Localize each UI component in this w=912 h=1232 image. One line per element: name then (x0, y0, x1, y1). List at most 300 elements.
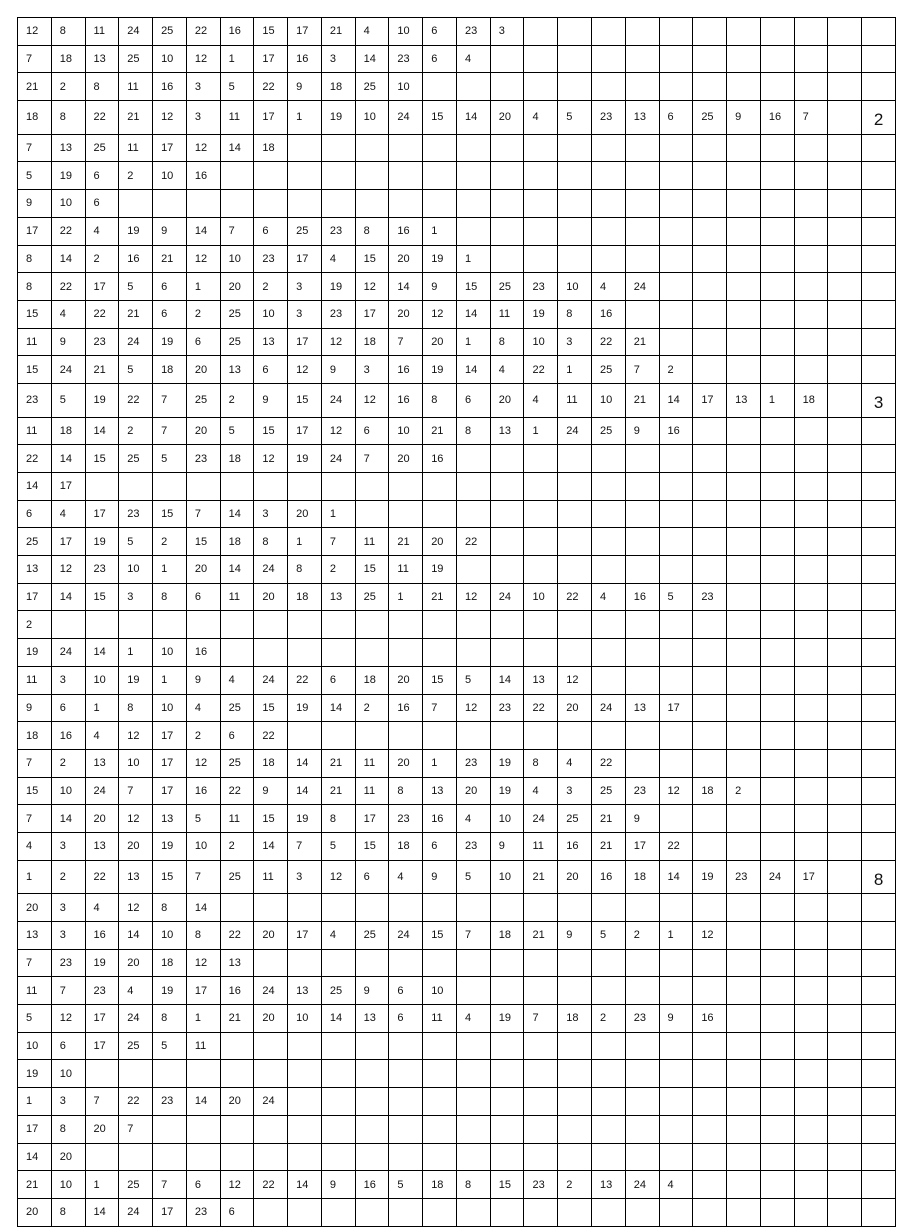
grid-cell: 24 (524, 805, 558, 833)
grid-cell (592, 528, 626, 556)
grid-cell (524, 245, 558, 273)
grid-cell: 13 (625, 101, 659, 135)
grid-cell: 15 (355, 556, 389, 584)
grid-cell (659, 45, 693, 73)
grid-cell (456, 977, 490, 1005)
grid-cell: 8 (423, 383, 457, 417)
grid-cell (423, 722, 457, 750)
grid-cell (558, 245, 592, 273)
grid-cell: 15 (85, 445, 119, 473)
grid-cell: 18 (288, 583, 322, 611)
grid-cell: 23 (625, 1005, 659, 1033)
grid-cell: 19 (693, 860, 727, 894)
grid-cell: 11 (355, 777, 389, 805)
grid-cell (558, 1088, 592, 1116)
grid-cell (423, 894, 457, 922)
row-mark-cell (862, 473, 896, 501)
grid-cell: 7 (153, 417, 187, 445)
grid-cell (558, 473, 592, 501)
grid-cell (456, 190, 490, 218)
grid-cell (760, 473, 794, 501)
grid-cell: 20 (119, 832, 153, 860)
grid-cell (794, 666, 828, 694)
grid-cell: 13 (220, 356, 254, 384)
grid-cell (760, 190, 794, 218)
grid-cell (186, 473, 220, 501)
grid-cell: 2 (119, 162, 153, 190)
grid-cell: 8 (119, 694, 153, 722)
grid-cell: 13 (727, 383, 761, 417)
grid-cell: 7 (85, 1088, 119, 1116)
grid-cell: 1 (423, 217, 457, 245)
grid-cell: 20 (186, 556, 220, 584)
grid-cell: 13 (85, 45, 119, 73)
grid-cell: 10 (524, 328, 558, 356)
grid-cell: 12 (558, 666, 592, 694)
grid-cell (423, 473, 457, 501)
grid-cell (760, 45, 794, 73)
grid-cell: 22 (524, 694, 558, 722)
table-row (18, 328, 896, 356)
grid-cell: 14 (18, 1143, 52, 1171)
grid-cell: 15 (18, 300, 52, 328)
grid-cell: 19 (490, 749, 524, 777)
grid-cell (423, 1032, 457, 1060)
grid-cell: 9 (254, 383, 288, 417)
grid-cell: 10 (288, 1005, 322, 1033)
table-row (18, 528, 896, 556)
grid-cell: 15 (153, 500, 187, 528)
grid-cell (355, 1115, 389, 1143)
grid-cell (558, 73, 592, 101)
grid-cell: 4 (119, 977, 153, 1005)
grid-cell (727, 273, 761, 301)
grid-cell (659, 300, 693, 328)
grid-cell: 18 (389, 832, 423, 860)
grid-cell (490, 528, 524, 556)
grid-cell (355, 611, 389, 639)
grid-cell: 16 (592, 860, 626, 894)
grid-cell: 20 (119, 949, 153, 977)
grid-cell: 25 (288, 217, 322, 245)
grid-cell: 16 (51, 722, 85, 750)
grid-cell: 10 (220, 245, 254, 273)
grid-cell (828, 500, 862, 528)
grid-cell (828, 101, 862, 135)
grid-cell: 22 (659, 832, 693, 860)
grid-cell: 12 (186, 45, 220, 73)
grid-cell: 25 (153, 18, 187, 46)
grid-cell: 21 (524, 860, 558, 894)
grid-cell: 9 (186, 666, 220, 694)
grid-cell (355, 1143, 389, 1171)
grid-cell: 10 (119, 749, 153, 777)
grid-cell (760, 832, 794, 860)
grid-cell (828, 245, 862, 273)
table-row (18, 300, 896, 328)
grid-cell: 13 (524, 666, 558, 694)
grid-cell: 11 (355, 749, 389, 777)
table-row (18, 832, 896, 860)
grid-cell: 1 (456, 328, 490, 356)
grid-cell (558, 45, 592, 73)
grid-cell: 2 (186, 722, 220, 750)
grid-cell: 13 (355, 1005, 389, 1033)
grid-cell (389, 1060, 423, 1088)
grid-cell (760, 949, 794, 977)
grid-cell: 17 (85, 500, 119, 528)
grid-cell (794, 190, 828, 218)
grid-cell (592, 722, 626, 750)
grid-cell (592, 894, 626, 922)
grid-cell: 24 (119, 328, 153, 356)
grid-cell (727, 611, 761, 639)
grid-cell (524, 134, 558, 162)
grid-cell: 23 (693, 583, 727, 611)
grid-cell: 5 (456, 860, 490, 894)
grid-cell (693, 666, 727, 694)
grid-cell: 5 (18, 162, 52, 190)
grid-cell: 20 (254, 583, 288, 611)
grid-cell: 6 (85, 190, 119, 218)
grid-cell: 2 (558, 1171, 592, 1199)
grid-cell (355, 190, 389, 218)
grid-cell: 18 (254, 749, 288, 777)
grid-cell: 16 (186, 777, 220, 805)
grid-cell (456, 73, 490, 101)
grid-cell: 6 (389, 977, 423, 1005)
grid-cell: 6 (355, 417, 389, 445)
grid-cell: 3 (355, 356, 389, 384)
grid-cell: 15 (254, 805, 288, 833)
grid-cell: 6 (220, 722, 254, 750)
grid-cell: 6 (85, 162, 119, 190)
grid-cell: 19 (18, 639, 52, 667)
grid-cell (625, 1060, 659, 1088)
grid-cell (794, 832, 828, 860)
grid-cell: 9 (288, 73, 322, 101)
grid-cell (659, 134, 693, 162)
grid-cell (456, 1032, 490, 1060)
grid-cell (423, 1198, 457, 1226)
grid-cell: 12 (119, 722, 153, 750)
grid-cell (389, 190, 423, 218)
grid-cell: 12 (355, 273, 389, 301)
grid-cell (727, 922, 761, 950)
grid-cell: 25 (119, 1171, 153, 1199)
row-mark-cell (862, 556, 896, 584)
grid-cell: 2 (727, 777, 761, 805)
grid-cell: 4 (456, 805, 490, 833)
grid-cell (456, 1115, 490, 1143)
grid-cell (625, 217, 659, 245)
grid-cell (558, 190, 592, 218)
grid-cell (321, 162, 355, 190)
grid-cell: 10 (389, 417, 423, 445)
table-row (18, 500, 896, 528)
grid-cell: 14 (220, 556, 254, 584)
table-row (18, 162, 896, 190)
grid-cell: 15 (186, 528, 220, 556)
grid-cell (254, 611, 288, 639)
grid-cell: 9 (490, 832, 524, 860)
grid-cell (389, 722, 423, 750)
grid-cell (153, 611, 187, 639)
grid-cell: 23 (321, 217, 355, 245)
grid-cell (693, 217, 727, 245)
grid-cell: 12 (220, 1171, 254, 1199)
grid-cell: 11 (558, 383, 592, 417)
grid-cell: 11 (355, 528, 389, 556)
grid-cell (625, 300, 659, 328)
grid-cell (423, 639, 457, 667)
grid-cell: 6 (355, 860, 389, 894)
grid-cell (558, 1060, 592, 1088)
row-mark-cell: 8 (862, 860, 896, 894)
row-mark-cell (862, 1115, 896, 1143)
grid-cell: 20 (186, 356, 220, 384)
grid-cell: 11 (490, 300, 524, 328)
grid-cell: 10 (51, 777, 85, 805)
grid-cell: 23 (85, 977, 119, 1005)
table-row (18, 922, 896, 950)
grid-cell: 19 (85, 528, 119, 556)
row-mark-cell (862, 1032, 896, 1060)
grid-cell (254, 1115, 288, 1143)
grid-cell: 15 (355, 832, 389, 860)
grid-cell: 20 (389, 245, 423, 273)
grid-cell (625, 611, 659, 639)
grid-cell: 24 (625, 1171, 659, 1199)
grid-cell (321, 639, 355, 667)
grid-cell (186, 1143, 220, 1171)
grid-cell (727, 894, 761, 922)
grid-cell: 7 (625, 356, 659, 384)
grid-cell: 10 (153, 45, 187, 73)
grid-cell (456, 500, 490, 528)
grid-cell (558, 722, 592, 750)
grid-cell: 3 (321, 45, 355, 73)
grid-cell (794, 45, 828, 73)
grid-cell (693, 528, 727, 556)
grid-cell (423, 949, 457, 977)
grid-cell (558, 1198, 592, 1226)
grid-cell: 1 (18, 1088, 52, 1116)
grid-cell (760, 245, 794, 273)
grid-cell (288, 473, 322, 501)
grid-cell (794, 217, 828, 245)
grid-cell: 18 (51, 417, 85, 445)
grid-cell: 2 (85, 245, 119, 273)
grid-cell (828, 134, 862, 162)
grid-cell: 18 (153, 356, 187, 384)
grid-cell: 1 (18, 860, 52, 894)
grid-cell: 9 (625, 417, 659, 445)
grid-cell (119, 473, 153, 501)
grid-cell (490, 445, 524, 473)
grid-cell: 14 (659, 383, 693, 417)
grid-cell: 4 (321, 245, 355, 273)
grid-cell (693, 639, 727, 667)
grid-cell (254, 473, 288, 501)
row-mark-cell (862, 328, 896, 356)
grid-cell (760, 894, 794, 922)
grid-cell (727, 190, 761, 218)
grid-cell: 13 (254, 328, 288, 356)
table-row (18, 722, 896, 750)
grid-cell: 5 (321, 832, 355, 860)
grid-cell: 19 (288, 694, 322, 722)
table-row (18, 860, 896, 894)
grid-cell: 10 (18, 1032, 52, 1060)
grid-cell (794, 445, 828, 473)
grid-cell (828, 611, 862, 639)
grid-cell: 19 (288, 805, 322, 833)
grid-cell: 20 (558, 694, 592, 722)
grid-cell: 5 (220, 73, 254, 101)
grid-cell (220, 894, 254, 922)
grid-cell (794, 777, 828, 805)
grid-cell: 2 (254, 273, 288, 301)
grid-cell (592, 1198, 626, 1226)
grid-cell: 23 (456, 832, 490, 860)
grid-cell (592, 445, 626, 473)
grid-cell (828, 528, 862, 556)
grid-cell (625, 749, 659, 777)
grid-cell: 21 (592, 805, 626, 833)
row-mark-cell (862, 1143, 896, 1171)
grid-cell (85, 1060, 119, 1088)
grid-cell (625, 666, 659, 694)
grid-cell (659, 328, 693, 356)
grid-cell: 8 (85, 73, 119, 101)
grid-cell (760, 556, 794, 584)
grid-cell: 24 (389, 922, 423, 950)
grid-cell: 11 (18, 977, 52, 1005)
grid-cell: 2 (186, 300, 220, 328)
grid-cell (794, 18, 828, 46)
grid-cell (153, 1115, 187, 1143)
grid-cell: 16 (220, 977, 254, 1005)
row-mark-cell (862, 583, 896, 611)
grid-cell (490, 1088, 524, 1116)
grid-cell: 6 (423, 45, 457, 73)
grid-cell: 7 (524, 1005, 558, 1033)
row-mark-cell (862, 777, 896, 805)
grid-cell: 16 (389, 383, 423, 417)
grid-cell (558, 1115, 592, 1143)
grid-cell: 13 (220, 949, 254, 977)
grid-cell: 13 (18, 922, 52, 950)
row-mark-cell (862, 922, 896, 950)
grid-cell: 25 (119, 1032, 153, 1060)
grid-cell (423, 190, 457, 218)
grid-cell: 4 (592, 273, 626, 301)
grid-cell: 22 (119, 1088, 153, 1116)
grid-cell: 12 (423, 300, 457, 328)
grid-cell (490, 245, 524, 273)
grid-cell: 5 (153, 1032, 187, 1060)
grid-cell: 2 (18, 611, 52, 639)
grid-cell (659, 977, 693, 1005)
grid-cell: 24 (254, 1088, 288, 1116)
grid-cell: 14 (186, 894, 220, 922)
grid-cell: 18 (794, 383, 828, 417)
grid-cell: 12 (456, 694, 490, 722)
grid-cell (693, 18, 727, 46)
grid-cell (186, 611, 220, 639)
grid-cell (558, 445, 592, 473)
grid-cell: 1 (659, 922, 693, 950)
grid-cell (828, 860, 862, 894)
grid-cell (659, 1088, 693, 1116)
table-row (18, 1032, 896, 1060)
grid-cell (355, 1088, 389, 1116)
grid-cell: 25 (355, 583, 389, 611)
grid-cell (558, 528, 592, 556)
grid-cell: 25 (85, 134, 119, 162)
grid-cell: 19 (51, 162, 85, 190)
grid-cell (254, 639, 288, 667)
grid-cell (85, 473, 119, 501)
grid-cell (693, 894, 727, 922)
grid-cell (592, 556, 626, 584)
grid-cell (659, 1032, 693, 1060)
row-mark-cell (862, 694, 896, 722)
grid-cell: 19 (490, 1005, 524, 1033)
grid-cell (693, 473, 727, 501)
grid-cell (693, 300, 727, 328)
table-row (18, 190, 896, 218)
grid-cell (659, 556, 693, 584)
grid-cell: 8 (186, 922, 220, 950)
table-row (18, 749, 896, 777)
grid-cell: 10 (153, 694, 187, 722)
grid-cell (490, 894, 524, 922)
grid-cell (220, 1060, 254, 1088)
grid-cell (321, 1088, 355, 1116)
grid-cell: 17 (254, 101, 288, 135)
grid-cell (693, 749, 727, 777)
grid-cell (288, 190, 322, 218)
grid-cell (592, 190, 626, 218)
grid-cell: 14 (456, 356, 490, 384)
grid-cell: 18 (321, 73, 355, 101)
grid-cell (727, 1115, 761, 1143)
row-mark-cell (862, 356, 896, 384)
grid-cell (490, 217, 524, 245)
grid-cell (828, 1005, 862, 1033)
grid-cell: 7 (18, 45, 52, 73)
grid-cell (456, 134, 490, 162)
grid-cell: 13 (18, 556, 52, 584)
grid-cell (355, 894, 389, 922)
grid-cell (524, 445, 558, 473)
grid-cell: 8 (51, 18, 85, 46)
grid-cell: 6 (423, 832, 457, 860)
grid-cell (355, 949, 389, 977)
grid-cell: 23 (153, 1088, 187, 1116)
grid-cell: 1 (153, 556, 187, 584)
grid-cell: 5 (456, 666, 490, 694)
grid-cell (828, 217, 862, 245)
grid-cell: 22 (85, 101, 119, 135)
grid-cell: 4 (85, 894, 119, 922)
grid-cell (727, 1032, 761, 1060)
grid-cell: 19 (153, 832, 187, 860)
grid-cell: 20 (254, 922, 288, 950)
grid-cell (85, 611, 119, 639)
